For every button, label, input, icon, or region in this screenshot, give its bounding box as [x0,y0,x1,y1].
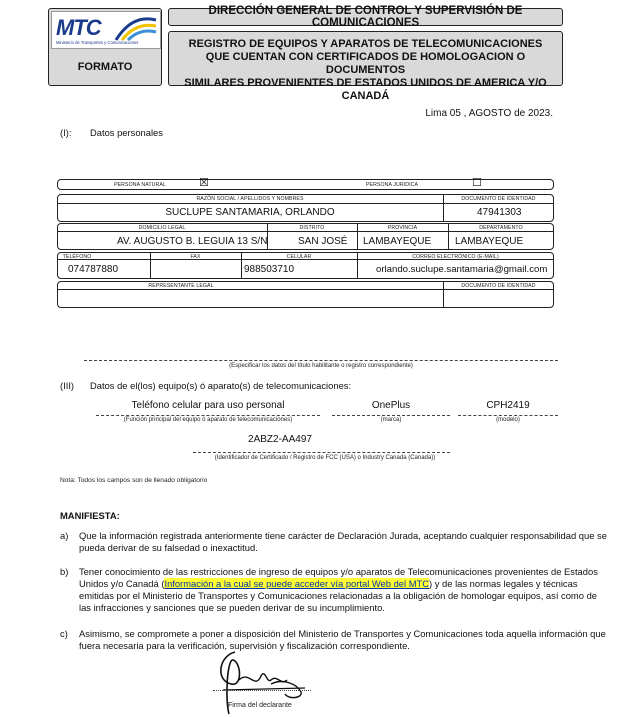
funcion-value[interactable]: Teléfono celular para uso personal [131,400,285,411]
manifiesta-a-letter: a) [60,530,69,541]
date-line: Lima 05 , AGOSTO de 2023. [425,108,553,119]
manifiesta-heading: MANIFIESTA: [60,510,120,521]
manifiesta-a-line2: pueda derivar de su falsedad o inexactitud. [79,542,258,553]
manifiesta-b-line2-pre: Unidos y/o Canadá ( [79,578,165,589]
persona-juridica-label: PERSONA JURIDICA [365,182,419,188]
funcion-caption: (Función principal del equipo ó aparato de telecomunicaciones) [123,417,293,423]
modelo-value[interactable]: CPH2419 [486,400,530,411]
razon-social-label: RAZÓN SOCIAL / APELLIDOS Y NOMBRES [196,196,304,202]
marca-caption: (marca) [380,417,402,423]
manifiesta-b-line1: Tener conocimiento de las restricciones de ingreso de equipos y/o aparatos de Telecomunicaciones provenientes de Estados [79,566,598,577]
section1-number: (I): [60,127,72,138]
section3-number: (III) [60,380,75,391]
telefono-label: TELÉFONO [62,254,92,260]
modelo-line [458,415,558,416]
manifiesta-c [79,628,606,652]
note: Nota: Todos los campos son de llenado obligatorio [60,477,208,484]
doc-identidad-value[interactable]: 47941303 [477,207,522,218]
manifiesta-c-letter: c) [60,628,68,639]
signature-line [213,690,311,691]
doc-identidad-label: DOCUMENTO DE IDENTIDAD [461,196,536,202]
correo-value[interactable]: orlando.suclupe.santamaria@gmail.com [376,264,548,275]
titulo-caption: (Especificar los datos del título habilitante o registro correspondiente) [229,363,413,369]
section3-title: Datos de el(los) equipo(s) ó aparato(s) de telecomunicaciones: [90,380,352,391]
signature-caption: Firma del declarante [228,702,292,709]
main-title-box [168,31,563,102]
celular-label: CELULAR [286,254,312,260]
titulo-line [84,360,558,361]
manifiesta-c-line2: fuera necesaria para la verificación, supervisión y fiscalización correspondiente. [79,640,410,651]
main-title-line1: REGISTRO DE EQUIPOS Y APARATOS DE TELECOMUNICACIONES [188,38,543,50]
manifiesta-b-line3: emitidas por el Ministerio de Transportes y Comunicaciones relacionadas a la obligación de homologar equipos, así como de [79,590,597,601]
certificado-caption: (Identificador de Certificado / Registro de FCC (USA) o Industry Canada (Canada)) [214,455,436,461]
domicilio-label: DOMICILIO LEGAL [138,225,186,231]
fax-label: FAX [190,254,201,260]
manifiesta-b-line4: las infracciones y sanciones que se pueden derivar de su incumplimiento. [79,602,385,613]
persona-natural-label: PERSONA NATURAL [114,182,166,188]
manifiesta-b-line2-post: ) y de las normas legales y técnicas [429,578,578,589]
persona-juridica-checkbox[interactable]: ☐ [472,177,482,189]
provincia-label: PROVINCIA [387,225,418,231]
header-logo-box [48,8,162,86]
distrito-value[interactable]: SAN JOSÉ [298,236,348,247]
logo-wave-icon [114,14,158,42]
manifiesta-c-line1: Asimismo, se compromete a poner a disposición del Ministerio de Transportes y Comunicaciones toda aquella información que [79,628,606,639]
formato-label: FORMATO [77,61,133,73]
manifiesta-b-line2 [79,578,579,590]
razon-social-value[interactable]: SUCLUPE SANTAMARIA, ORLANDO [165,207,335,218]
certificado-line [193,452,450,453]
marca-value[interactable]: OnePlus [371,400,411,411]
mtc-portal-link[interactable]: Información a la cual se puede acceder vía portal Web del MTC [164,578,430,589]
manifiesta-b-letter: b) [60,566,69,577]
manifiesta-b [79,566,598,614]
provincia-value[interactable]: LAMBAYEQUE [363,236,432,247]
distrito-label: DISTRITO [299,225,325,231]
top-title-text: DIRECCIÓN GENERAL DE CONTROL Y SUPERVISIÓN DE COMUNICACIONES [208,5,523,29]
razon-divider [57,203,554,204]
departamento-label: DEPARTAMENTO [479,225,523,231]
main-title-line3: SIMILARES PROVENIENTES DE ESTADOS UNIDOS DE AMERICA Y/O CANADÁ [184,77,547,102]
persona-natural-checkbox[interactable]: ☒ [199,177,209,189]
modelo-caption: (modelo) [496,417,520,423]
rep-doc-label: DOCUMENTO DE IDENTIDAD [461,283,536,289]
representante-label: REPRESENTANTE LEGAL [148,283,214,289]
manifiesta-a [79,530,607,554]
logo-text: MTC [56,15,101,40]
top-title [168,5,563,29]
logo-subtext: Ministerio de Transportes y Comunicaciones [56,40,139,45]
main-title-line2: QUE CUENTAN CON CERTIFICADOS DE HOMOLOGACION O DOCUMENTOS [205,51,526,76]
domicilio-value[interactable]: AV. AUGUSTO B. LEGUIA 13 S/N [117,236,268,247]
domicilio-divider [57,231,554,232]
correo-label: CORREO ELECTRÓNICO (E-MAIL) [412,254,499,260]
logo [51,11,161,49]
representante-divider [57,289,554,290]
certificado-value[interactable]: 2ABZ2-AA497 [248,434,312,445]
marca-line [332,415,450,416]
funcion-line [96,415,320,416]
manifiesta-a-line1: Que la información registrada anteriormente tiene carácter de Declaración Jurada, aceptando cualquier responsabilidad que se [79,530,607,541]
celular-value[interactable]: 988503710 [244,264,295,275]
telefono-value[interactable]: 074787880 [68,264,119,275]
section1-title: Datos personales [90,127,163,138]
departamento-value[interactable]: LAMBAYEQUE [455,236,524,247]
